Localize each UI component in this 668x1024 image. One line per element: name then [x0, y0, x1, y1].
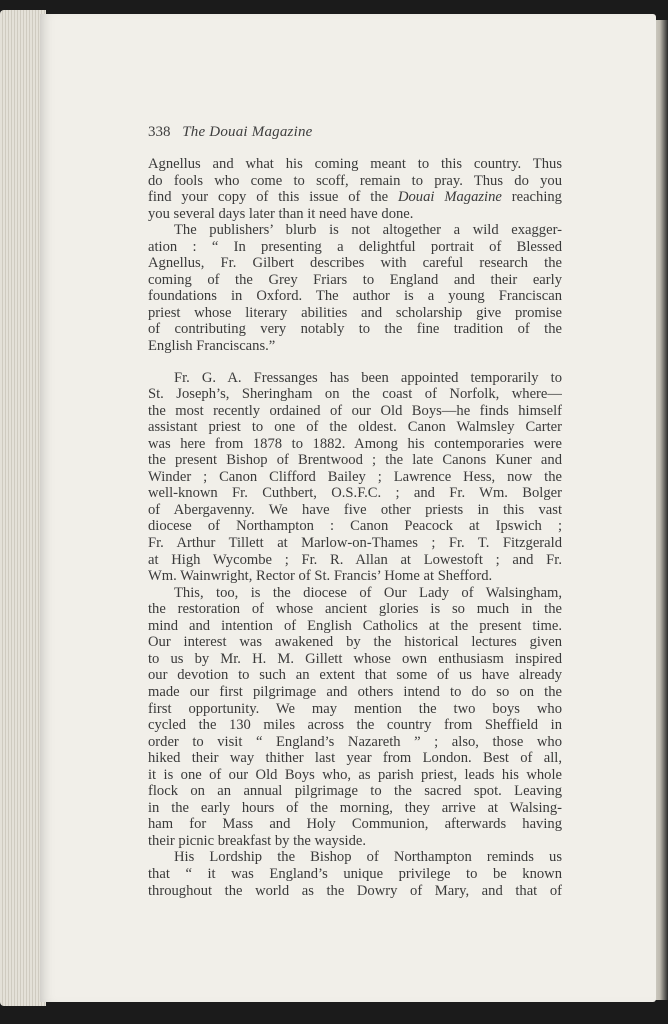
text-line: first opportunity. We may mention the two boys who — [148, 700, 562, 717]
text-line: you several days later than it need have done. — [148, 205, 414, 222]
text-line: order to visit “ England’s Nazareth ” ; also, those who — [148, 733, 562, 750]
running-head — [148, 124, 568, 144]
text-line: This, too, is the diocese of Our Lady of Walsingham, — [174, 584, 562, 601]
text-line: do fools who come to scoff, remain to pray. Thus do you — [148, 172, 562, 189]
text-line: Agnellus and what his coming meant to this country. Thus — [148, 156, 562, 172]
paragraph — [148, 849, 562, 899]
paragraph — [148, 156, 562, 222]
text-line: flock on an annual pilgrimage to the sacred spot. Leaving — [148, 783, 562, 800]
text-line: coming of the Grey Friars to England and their early — [148, 271, 562, 288]
text-line: that “ it was England’s unique privilege to be known — [148, 865, 562, 882]
text-line: find your copy of this issue of the Douai Magazine reaching — [148, 189, 562, 206]
body-text — [148, 156, 562, 899]
text-line: English Franciscans.” — [148, 338, 276, 355]
text-line: it is one of our Old Boys who, as parish priest, leads his whole — [148, 766, 562, 783]
text-line: to us by Mr. H. M. Gillett whose own enthusiasm inspired — [148, 650, 562, 667]
text-line: hiked their way thither last year from London. Best of all, — [148, 750, 562, 767]
page-number: 338 — [148, 124, 171, 140]
text-line: foundations in Oxford. The author is a young Franciscan — [148, 288, 562, 305]
text-line: made our first pilgrimage and others intend to do so on the — [148, 683, 562, 700]
text-line: Winder ; Canon Clifford Bailey ; Lawrence Hess, now the — [148, 468, 562, 485]
text-line: Wm. Wainwright, Rector of St. Francis’ Home at Shefford. — [148, 568, 493, 585]
text-line: Our interest was awakened by the historical lectures given — [148, 634, 562, 651]
text-line: Fr. G. A. Fressanges has been appointed temporarily to — [174, 369, 562, 386]
paragraph — [148, 585, 562, 850]
text-line: the most recently ordained of our Old Boys—he finds himself — [148, 402, 562, 419]
text-line: at High Wycombe ; Fr. R. Allan at Lowestoft ; and Fr. — [148, 551, 562, 568]
paragraph — [148, 222, 562, 354]
text-line: mind and intention of English Catholics at the present time. — [148, 617, 562, 634]
text-line: of Abergavenny. We have five other priests in this vast — [148, 501, 562, 518]
text-line: ham for Mass and Holy Communion, afterwards having — [148, 816, 562, 833]
text-line: St. Joseph’s, Sheringham on the coast of Norfolk, where— — [148, 386, 562, 403]
text-line: the restoration of whose ancient glories is so much in the — [148, 601, 562, 618]
paragraph-gap — [148, 355, 562, 370]
text-line: assistant priest to one of the oldest. Canon Walmsley Carter — [148, 419, 562, 436]
text-line: ation : “ In presenting a delightful portrait of Blessed — [148, 238, 562, 255]
text-line: The publishers’ blurb is not altogether a wild exagger- — [174, 222, 562, 239]
text-line: throughout the world as the Dowry of Mary, and that of — [148, 882, 562, 899]
text-line: cycled the 130 miles across the country from Sheffield in — [148, 717, 562, 734]
text-line: in the early hours of the morning, they arrive at Walsing- — [148, 799, 562, 816]
paragraph — [148, 370, 562, 585]
text-line: priest whose literary abilities and scholarship give promise — [148, 304, 562, 321]
text-line: Agnellus, Fr. Gilbert describes with careful research the — [148, 255, 562, 272]
text-line: Fr. Arthur Tillett at Marlow-on-Thames ; Fr. T. Fitzgerald — [148, 535, 562, 552]
text-line: diocese of Northampton : Canon Peacock at Ipswich ; — [148, 518, 562, 535]
text-line: His Lordship the Bishop of Northampton reminds us — [174, 849, 562, 866]
text-line: well-known Fr. Cuthbert, O.S.F.C. ; and Fr. Wm. Bolger — [148, 485, 562, 502]
text-line: of contributing very notably to the fine tradition of the — [148, 321, 562, 338]
text-line: their picnic breakfast by the wayside. — [148, 832, 367, 849]
text-line: was here from 1878 to 1882. Among his contemporaries were — [148, 435, 562, 452]
text-line: the present Bishop of Brentwood ; the late Canons Kuner and — [148, 452, 562, 469]
text-line: our devotion to such an extent that some of us have already — [148, 667, 562, 684]
magazine-title: The Douai Magazine — [182, 124, 313, 140]
